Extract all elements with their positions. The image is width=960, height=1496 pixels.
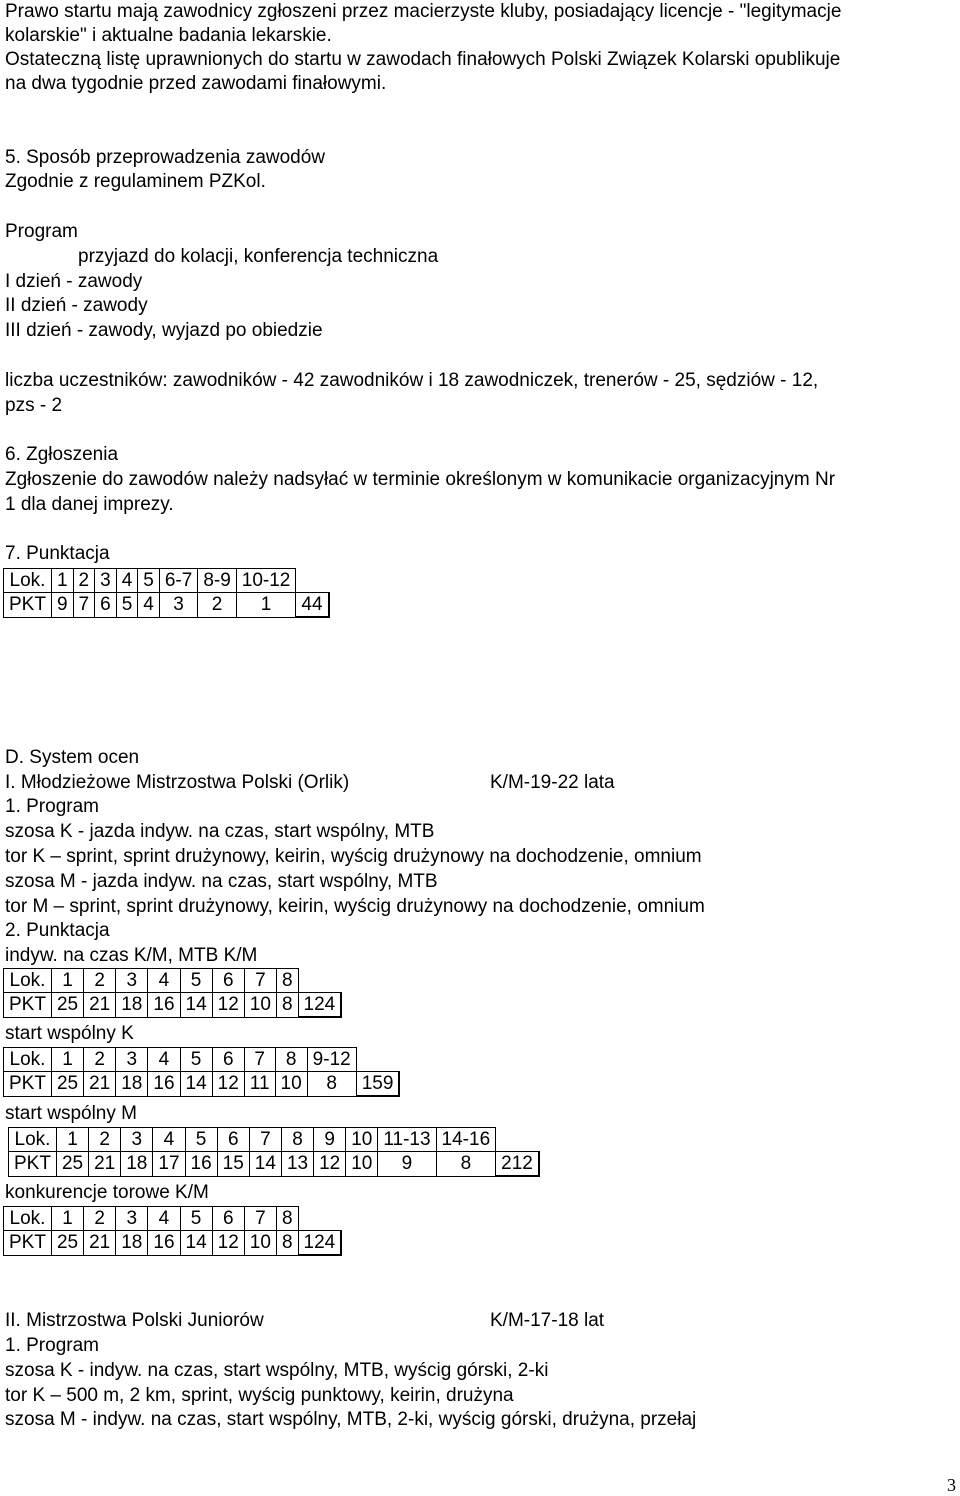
table-cell: 16 <box>148 993 180 1018</box>
orlik-program-line-4: tor M – sprint, sprint drużynowy, keirin, wyścig drużynowy na dochodzenie, omnium <box>5 896 705 917</box>
table-cell: 25 <box>56 1152 88 1177</box>
table-cell: 7 <box>244 969 276 993</box>
table-cell-empty <box>356 1048 399 1072</box>
section-6-line-1: Zgłoszenie do zawodów należy nadsyłać w terminie określonym w komunikacie organizacyjnym Nr <box>5 469 836 490</box>
table-cell: 21 <box>84 1231 116 1256</box>
table-cell: Lok. <box>4 969 52 993</box>
table-cell: 18 <box>116 993 148 1018</box>
juniors-program-line-2: tor K – 500 m, 2 km, sprint, wyścig punktowy, keirin, drużyna <box>5 1385 514 1406</box>
table-cell: 17 <box>153 1152 185 1177</box>
table-cell: 5 <box>180 969 212 993</box>
table-cell: 5 <box>180 1207 212 1231</box>
program-day-3: III dzień - zawody, wyjazd po obiedzie <box>5 320 323 341</box>
section-5-heading: 5. Sposób przeprowadzenia zawodów <box>5 147 326 168</box>
table-cell: 8-9 <box>198 569 236 593</box>
table-cell: PKT <box>4 993 52 1018</box>
table-cell: Lok. <box>4 569 52 593</box>
table-cell: 13 <box>281 1152 313 1177</box>
table-cell: 11 <box>244 1072 275 1097</box>
table-cell: 2 <box>73 569 95 593</box>
table-1-title: indyw. na czas K/M, MTB K/M <box>5 945 258 966</box>
table-cell: 6 <box>95 593 117 618</box>
table-cell: 10 <box>346 1152 378 1177</box>
table-row-pkt <box>9 1152 539 1177</box>
table-4-title: konkurencje torowe K/M <box>5 1182 209 1203</box>
table-cell: 16 <box>185 1152 217 1177</box>
table-cell: 5 <box>180 1048 212 1072</box>
table-cell: 1 <box>236 593 296 618</box>
orlik-program-line-1: szosa K - jazda indyw. na czas, start wspólny, MTB <box>5 821 435 842</box>
table-cell: 6 <box>212 1207 244 1231</box>
program-day-2: II dzień - zawody <box>5 295 148 316</box>
table-row-pkt <box>4 1231 342 1256</box>
section-7-heading: 7. Punktacja <box>5 543 110 564</box>
table-cell-sum: 124 <box>298 993 341 1018</box>
table-cell: Lok. <box>4 1048 52 1072</box>
table-cell: 4 <box>148 1207 180 1231</box>
program-heading: Program <box>5 221 78 242</box>
juniors-category: K/M-17-18 lat <box>490 1310 605 1331</box>
table-cell: 10 <box>275 1072 307 1097</box>
points-table-mass-start-men <box>8 1127 540 1177</box>
table-cell: 21 <box>84 1072 116 1097</box>
section-6-heading: 6. Zgłoszenia <box>5 444 119 465</box>
table-cell: 25 <box>51 1072 83 1097</box>
table-cell: 4 <box>148 1048 180 1072</box>
table-cell-empty <box>298 969 341 993</box>
table-cell: 2 <box>89 1128 121 1152</box>
juniors-program-heading: 1. Program <box>5 1335 99 1356</box>
table-cell-sum: 124 <box>298 1231 341 1256</box>
table-cell: 6-7 <box>159 569 197 593</box>
table-cell: 16 <box>148 1231 180 1256</box>
table-cell: 7 <box>244 1207 276 1231</box>
table-cell: 6 <box>212 1048 244 1072</box>
table-cell: 2 <box>198 593 236 618</box>
table-cell: 5 <box>138 569 160 593</box>
juniors-title: II. Mistrzostwa Polski Juniorów <box>5 1310 264 1331</box>
orlik-program-line-3: szosa M - jazda indyw. na czas, start wspólny, MTB <box>5 871 438 892</box>
table-row-lok <box>4 1048 400 1072</box>
table-cell: 10-12 <box>236 569 296 593</box>
table-cell: 16 <box>148 1072 180 1097</box>
table-cell: 1 <box>51 969 83 993</box>
juniors-program-line-1: szosa K - indyw. na czas, start wspólny, MTB, wyścig górski, 2-ki <box>5 1360 549 1381</box>
intro-line-2: kolarskie" i aktualne badania lekarskie. <box>5 25 332 46</box>
table-cell: 8 <box>276 1231 298 1256</box>
table-cell-empty <box>496 1128 539 1152</box>
table-cell: 12 <box>212 993 244 1018</box>
points-table-individual <box>3 968 342 1018</box>
table-cell: 9 <box>314 1128 346 1152</box>
juniors-program-line-3: szosa M - indyw. na czas, start wspólny, MTB, 2-ki, wyścig górski, drużyna, przełaj <box>5 1409 697 1430</box>
table-cell: PKT <box>4 1072 52 1097</box>
table-cell: 14 <box>180 1072 212 1097</box>
table-cell: 10 <box>244 1231 276 1256</box>
table-cell: 15 <box>217 1152 249 1177</box>
table-cell: 14 <box>249 1152 281 1177</box>
table-cell: 21 <box>89 1152 121 1177</box>
table-cell: 2 <box>84 1207 116 1231</box>
table-cell: 8 <box>276 969 298 993</box>
table-cell: 12 <box>212 1231 244 1256</box>
page-number: 3 <box>947 1475 956 1495</box>
table-cell: 18 <box>116 1231 148 1256</box>
table-cell: 3 <box>116 969 148 993</box>
table-cell: 3 <box>95 569 117 593</box>
orlik-title: I. Młodzieżowe Mistrzostwa Polski (Orlik) <box>5 772 350 793</box>
intro-line-4: na dwa tygodnie przed zawodami finałowymi. <box>5 73 387 94</box>
table-cell-sum: 44 <box>296 593 329 618</box>
table-cell: 18 <box>121 1152 153 1177</box>
table-cell-sum: 159 <box>356 1072 399 1097</box>
orlik-category: K/M-19-22 lata <box>490 772 615 793</box>
table-cell: 7 <box>73 593 95 618</box>
table-cell: 5 <box>116 593 138 618</box>
table-cell: 1 <box>51 1207 83 1231</box>
table-cell: 21 <box>84 993 116 1018</box>
table-row-lok <box>4 969 342 993</box>
table-cell: 8 <box>276 1207 298 1231</box>
table-cell: 8 <box>436 1152 496 1177</box>
participants-line-1: liczba uczestników: zawodników - 42 zawodników i 18 zawodniczek, trenerów - 25, sędziów - 12, <box>5 370 819 391</box>
table-cell: 3 <box>159 593 197 618</box>
orlik-scoring-heading: 2. Punktacja <box>5 920 110 941</box>
orlik-program-heading: 1. Program <box>5 796 99 817</box>
table-cell: 10 <box>346 1128 378 1152</box>
table-cell: 8 <box>275 1048 307 1072</box>
points-table-mass-start-women <box>3 1047 400 1097</box>
table-cell: 6 <box>212 969 244 993</box>
table-cell: 3 <box>121 1128 153 1152</box>
table-cell: 8 <box>276 993 298 1018</box>
table-cell: 1 <box>56 1128 88 1152</box>
table-row-pkt <box>4 993 342 1018</box>
table-cell: 4 <box>153 1128 185 1152</box>
table-cell: 1 <box>51 569 73 593</box>
table-cell: 9 <box>51 593 73 618</box>
table-row-lok <box>9 1128 539 1152</box>
participants-line-2: pzs - 2 <box>5 395 63 416</box>
table-cell: 8 <box>307 1072 356 1097</box>
program-arrival: przyjazd do kolacji, konferencja techniczna <box>78 246 439 267</box>
table-cell: 8 <box>281 1128 313 1152</box>
table-cell: 4 <box>138 593 160 618</box>
table-cell: 3 <box>116 1048 148 1072</box>
program-day-1: I dzień - zawody <box>5 271 143 292</box>
intro-line-3: Ostateczną listę uprawnionych do startu w zawodach finałowych Polski Związek Kolarski opublikuje <box>5 49 841 70</box>
table-cell: 14 <box>180 1231 212 1256</box>
table-cell: 4 <box>148 969 180 993</box>
table-row-pkt <box>4 593 329 618</box>
section-6-line-2: 1 dla danej imprezy. <box>5 494 174 515</box>
table-cell: PKT <box>9 1152 57 1177</box>
table-cell: 25 <box>51 993 83 1018</box>
table-cell: Lok. <box>9 1128 57 1152</box>
table-cell: 14-16 <box>436 1128 496 1152</box>
table-cell-empty <box>298 1207 341 1231</box>
table-cell: 14 <box>180 993 212 1018</box>
table-cell: 5 <box>185 1128 217 1152</box>
table-cell: 10 <box>244 993 276 1018</box>
table-cell: Lok. <box>4 1207 52 1231</box>
table-3-title: start wspólny M <box>5 1103 137 1124</box>
table-cell: 2 <box>84 969 116 993</box>
table-cell-sum: 212 <box>496 1152 539 1177</box>
points-table-general <box>3 568 330 618</box>
intro-line-1: Prawo startu mają zawodnicy zgłoszeni przez macierzyste kluby, posiadający licencje - "legitymacje <box>5 1 842 22</box>
table-cell: 7 <box>244 1048 275 1072</box>
table-row-pkt <box>4 1072 400 1097</box>
table-cell: 25 <box>51 1231 83 1256</box>
table-cell: 1 <box>51 1048 83 1072</box>
table-cell: 4 <box>116 569 138 593</box>
table-cell: 12 <box>314 1152 346 1177</box>
table-cell: 11-13 <box>378 1128 436 1152</box>
table-2-title: start wspólny K <box>5 1023 134 1044</box>
table-cell: 12 <box>212 1072 244 1097</box>
table-cell: 6 <box>217 1128 249 1152</box>
table-cell-empty <box>296 569 329 593</box>
table-row-lok <box>4 569 329 593</box>
section-5-text: Zgodnie z regulaminem PZKol. <box>5 171 266 192</box>
table-cell: 2 <box>84 1048 116 1072</box>
points-table-track <box>3 1206 342 1256</box>
table-cell: PKT <box>4 1231 52 1256</box>
table-cell: PKT <box>4 593 52 618</box>
table-cell: 18 <box>116 1072 148 1097</box>
table-row-lok <box>4 1207 342 1231</box>
table-cell: 7 <box>249 1128 281 1152</box>
table-cell: 9-12 <box>307 1048 356 1072</box>
section-d-heading: D. System ocen <box>5 747 140 768</box>
table-cell: 3 <box>116 1207 148 1231</box>
orlik-program-line-2: tor K – sprint, sprint drużynowy, keirin, wyścig drużynowy na dochodzenie, omnium <box>5 846 702 867</box>
table-cell: 9 <box>378 1152 436 1177</box>
